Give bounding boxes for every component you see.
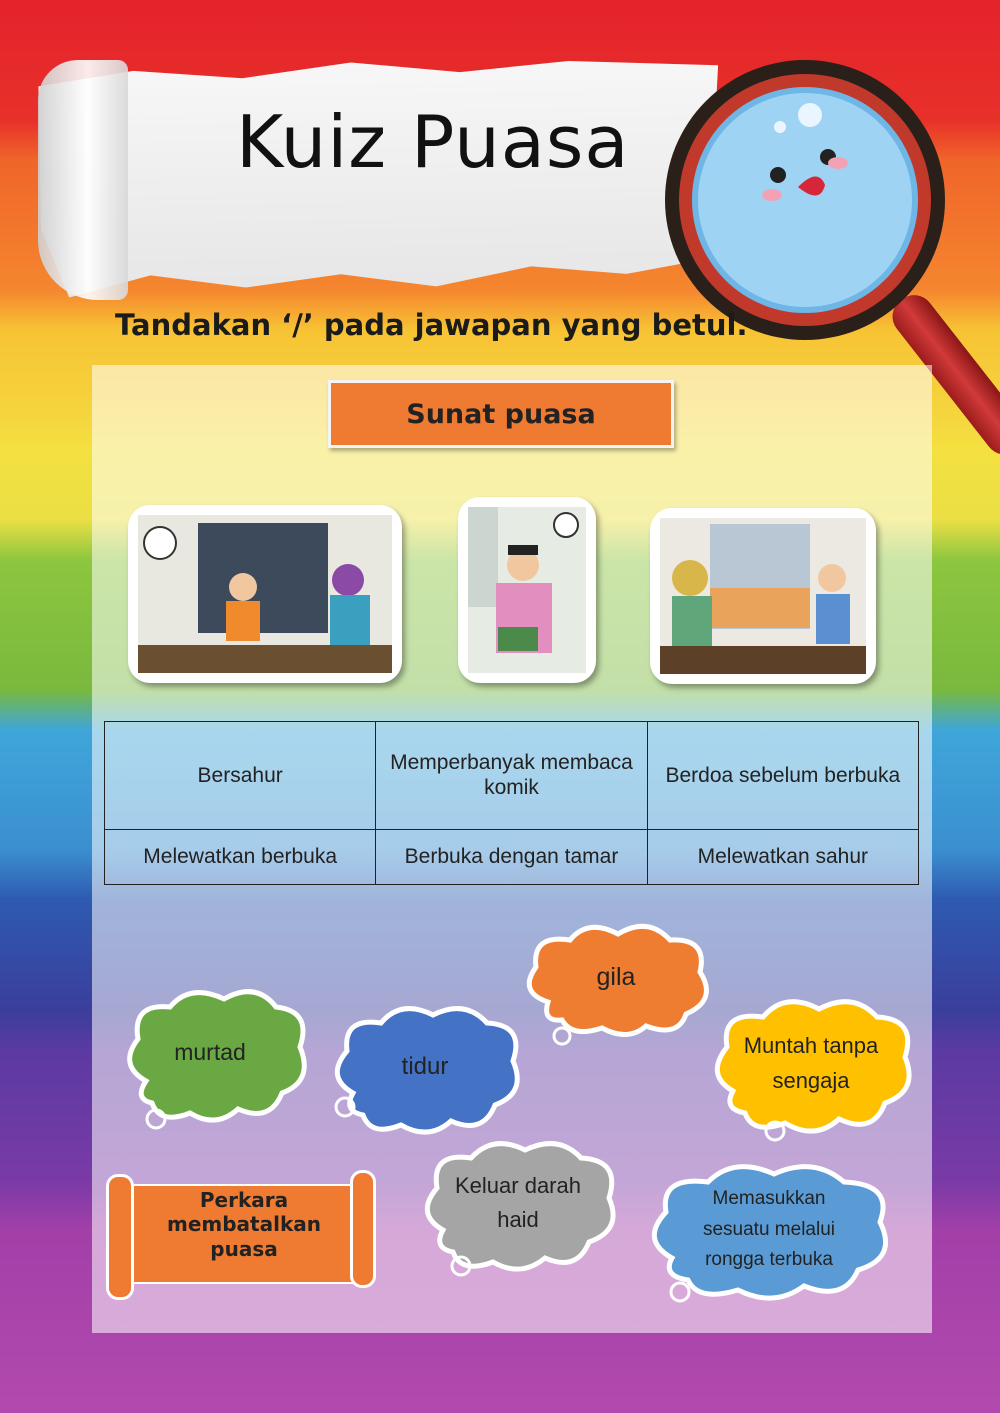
option-melewatkan-sahur[interactable]: Melewatkan sahur <box>647 829 918 884</box>
paper-curl <box>38 60 128 300</box>
option-berdoa-sebelum-berbuka[interactable]: Berdoa sebelum berbuka <box>647 722 918 830</box>
family-meal-icon <box>138 515 392 673</box>
cloud-label: tidur <box>401 1053 449 1080</box>
scroll-label: Perkara membatalkan puasa <box>166 1188 321 1261</box>
option-melewatkan-berbuka[interactable]: Melewatkan berbuka <box>105 829 376 884</box>
section-banner-sunat-puasa: Sunat puasa <box>328 380 674 448</box>
picture-reading-quran <box>458 497 596 683</box>
cloud-murtad[interactable] <box>120 985 310 1131</box>
boy-reading-icon <box>468 507 586 673</box>
scroll-roll-left <box>106 1174 134 1300</box>
page-title: Kuiz Puasa <box>236 100 630 184</box>
cloud-muntah-tanpa-sengaja[interactable] <box>705 995 917 1143</box>
table-row <box>105 829 919 884</box>
cloud-label: murtad <box>174 1038 246 1065</box>
cloud-label: gila <box>596 962 636 991</box>
cloud-keluar-darah-haid[interactable] <box>415 1138 621 1278</box>
cloud-tidur[interactable] <box>325 1003 525 1141</box>
picture-sahur-meal <box>128 505 402 683</box>
answers-table <box>104 721 919 885</box>
family-praying-icon <box>660 518 866 674</box>
option-berbuka-dengan-tamar[interactable]: Berbuka dengan tamar <box>376 829 647 884</box>
option-memperbanyak-membaca-komik[interactable]: Memperbanyak membaca komik <box>376 722 647 830</box>
cloud-gila[interactable] <box>518 922 714 1044</box>
table-row <box>105 722 919 830</box>
cloud-label: Memasukkan sesuatu melalui rongga terbuka <box>702 1188 836 1271</box>
cloud-memasukkan-sesuatu[interactable] <box>640 1160 898 1310</box>
picture-berdoa-berbuka <box>650 508 876 684</box>
cloud-label: Muntah tanpa sengaja <box>743 1032 879 1093</box>
cloud-label: Keluar darah haid <box>455 1172 581 1232</box>
scroll-banner-perkara-membatalkan-puasa <box>104 1170 376 1288</box>
option-bersahur[interactable]: Bersahur <box>105 722 376 830</box>
instruction-text: Tandakan ‘/’ pada jawapan yang betul. <box>115 308 748 342</box>
magnifier-mascot-icon <box>660 55 950 345</box>
